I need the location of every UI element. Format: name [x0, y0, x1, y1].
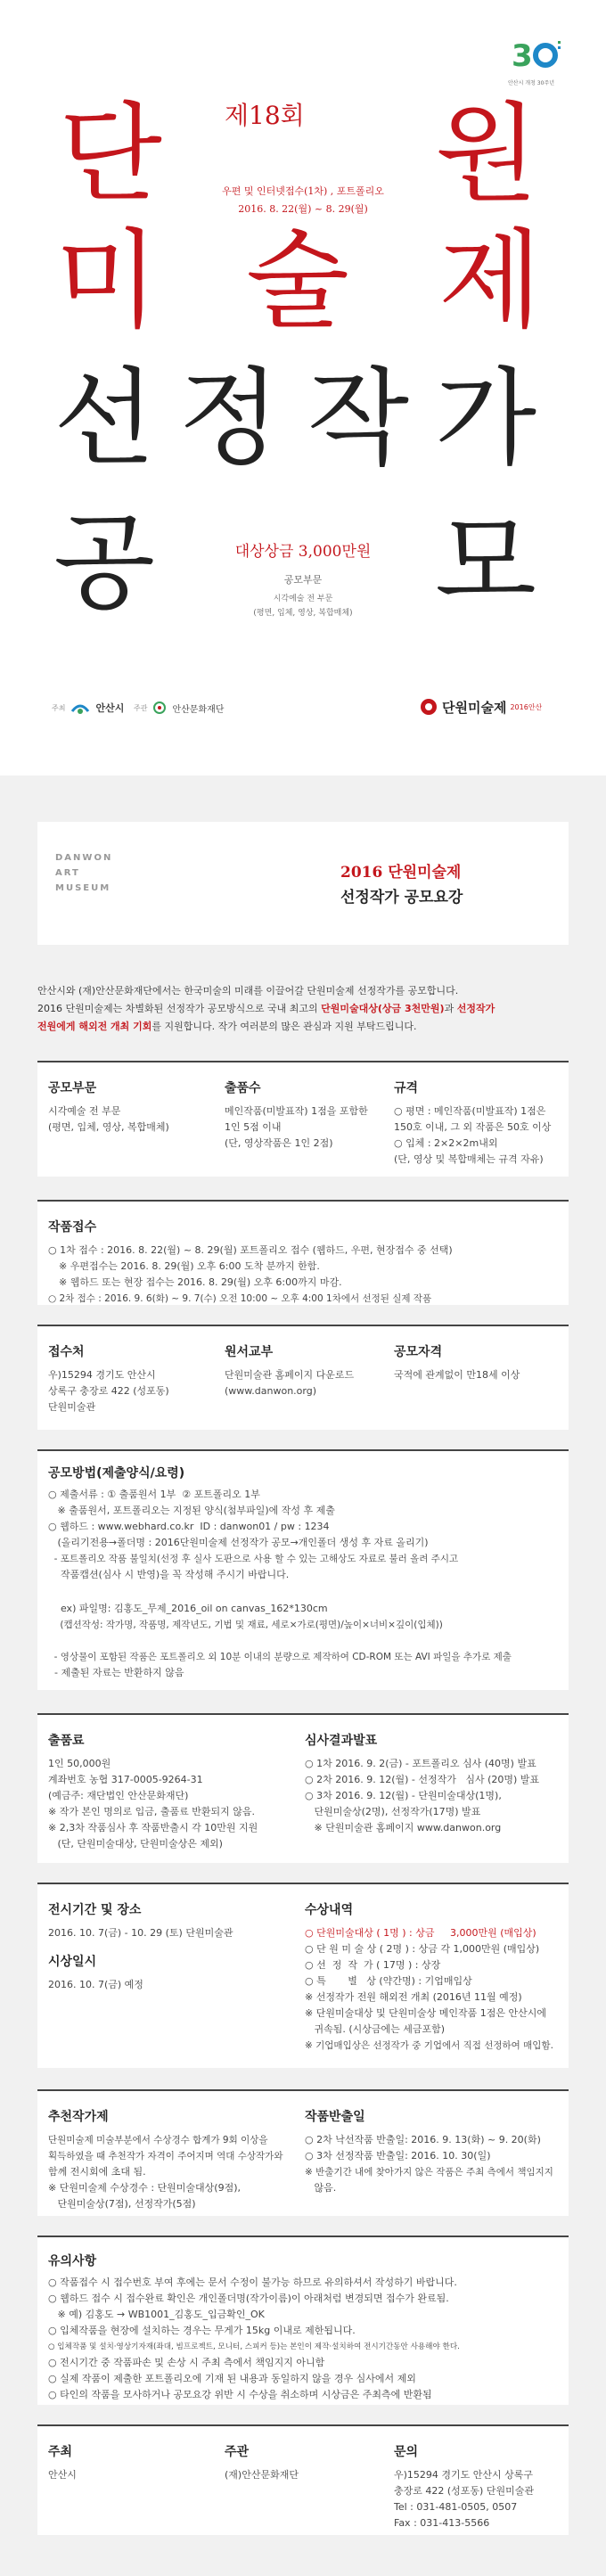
category-heading: 공모부문 [48, 1081, 97, 1095]
notes-line: ○ 웹하드 접수 시 접수완료 확인은 개인폴더명(작가이름)이 아래처럼 변경되면 접수가 완료됨. [48, 2293, 449, 2304]
section-method [37, 1449, 569, 1690]
results-line: ○ 1차 2016. 9. 2(금) - 포트폴리오 심사 (40명) 발표 [305, 1758, 536, 1769]
size-heading: 규격 [394, 1081, 419, 1095]
method-line: ex) 파일명: 김홍도_무제_2016_oil on canvas_162*130cm [48, 1603, 328, 1614]
awards-line: 귀속됨. (시상금에는 세금포함) [305, 2023, 446, 2035]
entry-count-text: (단, 영상작품은 1인 2점) [225, 1137, 333, 1149]
big-char-gong: 공 [53, 501, 155, 624]
reception-text: 단원미술관 [48, 1401, 96, 1413]
inquiry-phone: Tel : 031-481-0505, 0507 [394, 2501, 518, 2513]
museum-line: DANWON [55, 853, 113, 863]
reception-text: 상록구 충장로 422 (성포동) [48, 1385, 169, 1397]
recommended-line: 단원미술제 미술부분에서 수상경수 합계가 9회 이상을 [48, 2135, 268, 2145]
notes-line: ○ 입체작품을 현장에 설치하는 경우는 무게가 15kg 이내로 제한됩니다. [48, 2325, 356, 2336]
notes-line: ○ 작품접수 시 접수번호 부여 후에는 문서 수정이 불가능 하므로 유의하셔서 작성하기 바랍니다. [48, 2277, 457, 2288]
inquiry-heading: 문의 [394, 2445, 419, 2459]
awards-line: ○ 특 별 상 (약간명) : 기업매입상 [305, 1975, 472, 1987]
ceremony-text: 2016. 10. 7(금) 예정 [48, 1979, 143, 1990]
size-text: ○ 평면 : 메인작품(미발표작) 1점은 [394, 1105, 546, 1117]
festival-year: 2016안산 [510, 702, 543, 711]
host-text: 안산시 [48, 2469, 77, 2481]
big-char-jak: 작 [307, 357, 409, 480]
method-line: (올리기전용→폴더명 : 2016단원미술제 선정작가 공모→개인폴더 생성 후 자료 올리기) [48, 1537, 429, 1548]
fee-line: (단, 단원미술대상, 단원미술상은 제외) [48, 1838, 223, 1850]
method-line: ※ 출품원서, 포트폴리오는 지정된 양식(첨부파일)에 작성 후 제출 [48, 1505, 335, 1516]
eligibility-heading: 공모자격 [394, 1345, 443, 1359]
submission-line: ○ 1차 접수 : 2016. 8. 22(월) ~ 8. 29(월) 포트폴리오 접수 (웹하드, 우편, 현장접수 중 선택) [48, 1244, 453, 1256]
fee-line: 1인 50,000원 [48, 1758, 111, 1769]
application-form-heading: 원서교부 [225, 1345, 274, 1359]
reception-heading: 접수처 [48, 1345, 85, 1359]
fee-heading: 출품료 [48, 1734, 85, 1748]
notes-heading: 유의사항 [48, 2254, 97, 2268]
organizer-label: 주관 [134, 703, 148, 712]
awards-grand-prize: ○ 단원미술대상 ( 1명 ) : 상금 3,000만원 (매입상) [305, 1927, 536, 1939]
guideline-title-1: 2016 단원미술제 [340, 864, 462, 882]
return-line: 않음. [305, 2182, 337, 2194]
host-heading: 주최 [48, 2445, 73, 2459]
big-char-jeong: 정 [178, 357, 280, 480]
section-recommended-return [37, 2089, 569, 2216]
return-line: ○ 3차 선정작품 반출일: 2016. 10. 30(일) [305, 2150, 491, 2162]
intro-line [37, 1000, 569, 1018]
svg-text:3: 3 [512, 38, 533, 74]
guideline-title-2: 선정작가 공모요강 [340, 889, 463, 907]
title-char-won: 원 [435, 93, 538, 217]
title-char-je: 제 [438, 219, 542, 343]
title-char-dan: 단 [59, 93, 162, 217]
eligibility-text: 국적에 관계없이 만18세 이상 [394, 1369, 520, 1381]
recommended-line: 획득하였을 때 추천작가 자격이 주어지며 역대 수상작가와 [48, 2151, 283, 2162]
inquiry-fax: Fax : 031-413-5566 [394, 2517, 490, 2529]
entry-count-heading: 출품수 [225, 1081, 261, 1095]
notes-line: ○ 실제 작품이 제출한 포트폴리오에 기재 된 내용과 동일하지 않을 경우 심사에서 제외 [48, 2373, 416, 2384]
size-text: (단, 영상 및 복합매체는 규격 자유) [394, 1153, 544, 1165]
intro-line [37, 1018, 569, 1036]
entry-count-text: 1인 5점 이내 [225, 1121, 282, 1133]
section-submission [37, 1200, 569, 1305]
festival-emblem-icon [419, 697, 438, 717]
return-heading: 작품반출일 [305, 2110, 365, 2124]
ansan-city-emblem-icon [70, 701, 90, 715]
festival-name: 단원미술제 [442, 699, 507, 716]
intro-text [37, 982, 569, 1036]
method-line: - 제출된 자료는 반환하지 않음 [48, 1667, 184, 1678]
big-char-mo: 모 [435, 501, 536, 624]
section-notes [37, 2236, 569, 2405]
intro-text-span: 2016 단원미술제는 차별화된 선정작가 공모방식으로 국내 최고의 [37, 1003, 322, 1014]
recommended-heading: 추천작가제 [48, 2110, 109, 2124]
big-char-ga: 가 [435, 357, 536, 480]
application-form-link[interactable]: (www.danwon.org) [225, 1385, 316, 1397]
method-line: - 포트폴리오 작품 불일치(선정 후 실사 도판으로 사용 할 수 있는 고해상도 자료로 불러 올려 주시고 [48, 1554, 459, 1564]
fee-line: ※ 작가 본인 명의로 입금, 출품료 반환되지 않음. [48, 1806, 255, 1817]
section-reception-eligibility [37, 1325, 569, 1430]
submission-period-line2: 2016. 8. 22(월) ~ 8. 29(월) [238, 203, 368, 215]
museum-logo [55, 850, 112, 896]
organizer-heading: 주관 [225, 2445, 250, 2459]
awards-line: ※ 단원미술대상 및 단원미술상 메인작품 1점은 안산시에 [305, 2007, 546, 2019]
category-line2: (평면, 입체, 영상, 복합매체) [253, 609, 353, 618]
notes-line: ○ 입체작품 및 설치·영상기자재(좌대, 빔프로젝트, 모니터, 스피커 등)는 본인이 제작·설치하여 전시기간동안 사용해야 한다. [48, 2342, 460, 2351]
method-line: (캡션작성: 작가명, 작품명, 제작년도, 기법 및 재료, 세로×가로(평면)/높이×너비×깊이(입체)) [48, 1620, 443, 1630]
organizer-name: 안산문화재단 [172, 704, 225, 715]
method-line: ○ 제출서류 : ① 출품원서 1부 ② 포트폴리오 1부 [48, 1489, 260, 1500]
festival-logo [419, 697, 542, 717]
exhibition-heading: 전시기간 및 장소 [48, 1903, 142, 1917]
return-line: ○ 2차 낙선작품 반출일: 2016. 9. 13(화) ~ 9. 20(화) [305, 2134, 541, 2145]
submission-line: ○ 2차 접수 : 2016. 9. 6(화) ~ 9. 7(수) 오전 10:00 ~ 오후 4:00 1차에서 선정된 실제 작품 [48, 1293, 432, 1304]
foundation-emblem-icon [152, 701, 167, 715]
section-fee-results [37, 1713, 569, 1863]
results-line: 단원미술상(2명), 선정작가(17명) 발표 [305, 1806, 481, 1817]
title-char-mi: 미 [55, 219, 159, 343]
entry-count-text: 메인작품(미발표작) 1점을 포함한 [225, 1105, 368, 1117]
fee-line: 계좌번호 농협 317-0005-9264-31 [48, 1774, 203, 1785]
museum-title-card [37, 822, 569, 945]
recommended-line: 단원미술상(7점), 선정작가(5점) [48, 2198, 196, 2210]
method-line: ○ 웹하드 : www.webhard.co.kr ID : danwon01 / pw : 1234 [48, 1521, 330, 1532]
awards-line: ※ 선정작가 전원 해외전 개최 (2016년 11월 예정) [305, 1991, 522, 2003]
method-line: 작품캡션(심사 시 반영)을 꼭 작성해 주시기 바랍니다. [48, 1569, 290, 1580]
submission-period-line1: 우편 및 인터넷접수(1차) , 포트폴리오 [222, 185, 384, 197]
ceremony-heading: 시상일시 [48, 1955, 97, 1969]
section-exhibition-awards [37, 1883, 569, 2068]
big-char-seon: 선 [53, 357, 155, 480]
30-badge-icon [508, 34, 570, 78]
fee-line: (예금주: 재단법인 안산문화재단) [48, 1790, 189, 1801]
museum-line: MUSEUM [55, 883, 111, 893]
inquiry-line: 우)15294 경기도 안산시 상록구 [394, 2469, 534, 2481]
section-category-count-size [37, 1061, 569, 1177]
submission-heading: 작품접수 [48, 1220, 97, 1235]
anniversary-30-logo [508, 34, 570, 86]
title-char-sul: 술 [246, 219, 349, 343]
poster [0, 0, 606, 775]
notes-line: ※ 예) 김홍도 → WB1001_김홍도_입금확인_OK [48, 2309, 265, 2320]
results-line: ○ 3차 2016. 9. 12(월) - 단원미술대상(1명), [305, 1790, 502, 1801]
section-contact [37, 2424, 569, 2535]
recommended-line: 함께 전시회에 초대 됨. [48, 2166, 146, 2178]
host-label: 주최 [52, 703, 66, 712]
fee-line: ※ 2,3차 작품심사 후 작품반출시 각 10만원 지원 [48, 1822, 258, 1834]
intro-text-span: 를 지원합니다. 작가 여러분의 많은 관심과 지원 부탁드립니다. [152, 1021, 417, 1032]
category-text: 시각예술 전 부문 [48, 1105, 121, 1117]
category-text: (평면, 입체, 영상, 복합매체) [48, 1121, 169, 1133]
awards-line: ○ 선 정 작 가 ( 17명 ) : 상장 [305, 1959, 441, 1971]
category-line1: 시각예술 전 부문 [273, 595, 333, 603]
results-line: ※ 단원미술관 홈페이지 www.danwon.org [305, 1822, 502, 1834]
size-text: ○ 입체 : 2×2×2m내외 [394, 1137, 498, 1149]
submission-line: ※ 웹하드 또는 현장 접수는 2016. 8. 29(월) 오후 6:00까지 마감. [59, 1276, 342, 1288]
organizer-text: (재)안산문화재단 [225, 2469, 299, 2481]
results-line: ○ 2차 2016. 9. 12(월) - 선정작가 심사 (20명) 발표 [305, 1774, 540, 1785]
grand-prize: 대상상금 3,000만원 [234, 543, 372, 561]
submission-line: ※ 우편접수는 2016. 8. 29(월) 오후 6:00 도착 분까지 한함. [59, 1260, 320, 1272]
edition-label: 제18회 [225, 101, 305, 130]
organizer-logo [134, 701, 224, 715]
intro-line: 안산시와 (재)안산문화재단에서는 한국미술의 미래를 이끌어갈 단원미술제 선정작가를 공모합니다. [37, 985, 459, 997]
intro-highlight: 전원에게 해외전 개최 기회 [37, 1021, 152, 1032]
awards-line: ○ 단 원 미 술 상 ( 2명 ) : 상금 각 1,000만원 (매입상) [305, 1943, 540, 1955]
intro-text-span: 과 [444, 1003, 457, 1014]
application-form-text: 단원미술관 홈페이지 다운로드 [225, 1369, 355, 1381]
intro-highlight: 단원미술대상(상금 3천만원) [321, 1003, 445, 1014]
reception-text: 우)15294 경기도 안산시 [48, 1369, 156, 1381]
badge-text: 안산시 개청 30주년 [508, 80, 555, 86]
awards-line: ※ 기업매입상은 선정작가 중 기업에서 직접 선정하여 매입함. [305, 2040, 553, 2051]
host-logo [52, 701, 124, 715]
awards-heading: 수상내역 [305, 1903, 354, 1917]
notes-line: ○ 타인의 작품을 모사하거나 공모요강 위반 시 수상을 취소하며 시상금은 주최측에 반환됨 [48, 2389, 432, 2400]
results-heading: 심사결과발표 [305, 1734, 378, 1748]
category-label: 공모부문 [283, 574, 323, 586]
notes-line: ○ 전시기간 중 작품파손 및 손상 시 주최 측에서 책임지지 아니함 [48, 2357, 325, 2368]
return-line: ※ 반출기간 내에 찾아가지 않은 작품은 주최 측에서 책임지지 [305, 2167, 553, 2178]
host-name: 안산시 [95, 702, 125, 714]
inquiry-line: 충장로 422 (성포동) 단원미술관 [394, 2485, 534, 2497]
size-text: 150호 이내, 그 외 작품은 50호 이상 [394, 1121, 552, 1133]
exhibition-text: 2016. 10. 7(금) - 10. 29 (토) 단원미술관 [48, 1927, 233, 1939]
museum-line: ART [55, 868, 80, 878]
method-line: - 영상물이 포함된 작품은 포트폴리오 외 10분 이내의 분량으로 제작하여 CD-ROM 또는 AVI 파일을 추가로 제출 [48, 1652, 512, 1662]
intro-highlight: 선정작가 [456, 1003, 495, 1014]
method-heading: 공모방법(제출양식/요령) [48, 1466, 185, 1481]
recommended-line: ※ 단원미술제 수상경수 : 단원미술대상(9점), [48, 2182, 242, 2194]
